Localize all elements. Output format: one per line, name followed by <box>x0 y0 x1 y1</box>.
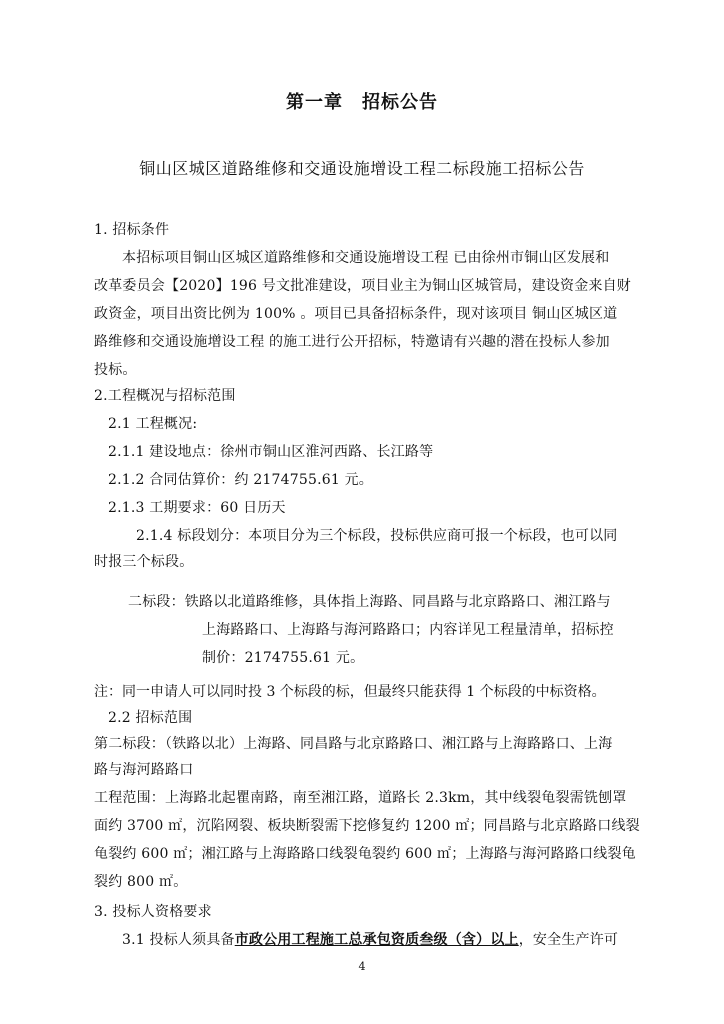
note: 注：同一申请人可以同时投 3 个标段的标，但最终只能获得 1 个标段的中标资格。 <box>94 684 606 700</box>
scope-line: 第二标段：（铁路以北）上海路、同昌路与北京路路口、湘江路与上海路路口、上海 <box>94 736 613 752</box>
notice-title: 铜山区城区道路维修和交通设施增设工程二标段施工招标公告 <box>139 159 585 178</box>
section-3-heading: 3. 投标人资格要求 <box>94 904 212 920</box>
section-1-line: 改革委员会【2020】196 号文批准建设，项目业主为铜山区城管局，建设资金来自财 <box>94 278 631 294</box>
section-2-heading: 2.工程概况与招标范围 <box>94 388 236 404</box>
work-scope-line: 龟裂约 600 ㎡；湘江路与上海路路口线裂龟裂约 600 ㎡；上海路与海河路路口线裂龟 <box>94 846 636 862</box>
section-1-line: 投标。 <box>94 362 137 378</box>
section-2-2-heading: 2.2 招标范围 <box>108 710 193 726</box>
work-scope-line: 工程范围：上海路北起瞿南路，南至湘江路，道路长 2.3km，其中线裂龟裂需铣刨罩 <box>94 790 627 806</box>
scope-line: 路与海河路路口 <box>94 762 194 778</box>
chapter-title: 第一章 招标公告 <box>286 92 438 113</box>
section-3-1-line <box>122 930 618 950</box>
section-1-line: 路维修和交通设施增设工程 的施工进行公开招标，特邀请有兴趣的潜在投标人参加 <box>94 334 610 350</box>
section-2-1-heading: 2.1 工程概况: <box>108 416 198 432</box>
page-number: 4 <box>358 960 366 973</box>
lot-2-line: 上海路路口、上海路与海河路路口；内容详见工程量清单，招标控 <box>202 622 614 638</box>
contract-estimate: 2.1.2 合同估算价：约 2174755.61 元。 <box>108 472 373 488</box>
lot-2-line: 制价：2174755.61 元。 <box>202 650 365 666</box>
duration-requirement: 2.1.3 工期要求：60 日历天 <box>108 500 286 516</box>
lot-division-line: 2.1.4 标段划分：本项目分为三个标段，投标供应商可报一个标段，也可以同 <box>136 528 618 544</box>
section-1-line: 政资金，项目出资比例为 100% 。项目已具备招标条件，现对该项目 铜山区城区道 <box>94 306 618 322</box>
section-1-heading: 1. 招标条件 <box>94 222 170 238</box>
work-scope-line: 面约 3700 ㎡，沉陷网裂、板块断裂需下挖修复约 1200 ㎡；同昌路与北京路路口线裂 <box>94 818 640 834</box>
work-scope-line: 裂约 800 ㎡。 <box>94 874 188 890</box>
lot-2-line: 二标段：铁路以北道路维修，具体指上海路、同昌路与北京路路口、湘江路与 <box>128 594 611 610</box>
site-location: 2.1.1 建设地点：徐州市铜山区淮河西路、长江路等 <box>108 444 434 460</box>
qualification-suffix: ，安全生产许可 <box>518 932 619 948</box>
section-1-line: 本招标项目铜山区城区道路维修和交通设施增设工程 已由徐州市铜山区发展和 <box>122 250 610 266</box>
qualification-requirement: 市政公用工程施工总承包资质叁级（含）以上 <box>234 932 519 948</box>
lot-division-line: 时报三个标段。 <box>94 554 194 570</box>
qualification-prefix: 3.1 投标人须具备 <box>122 932 235 948</box>
